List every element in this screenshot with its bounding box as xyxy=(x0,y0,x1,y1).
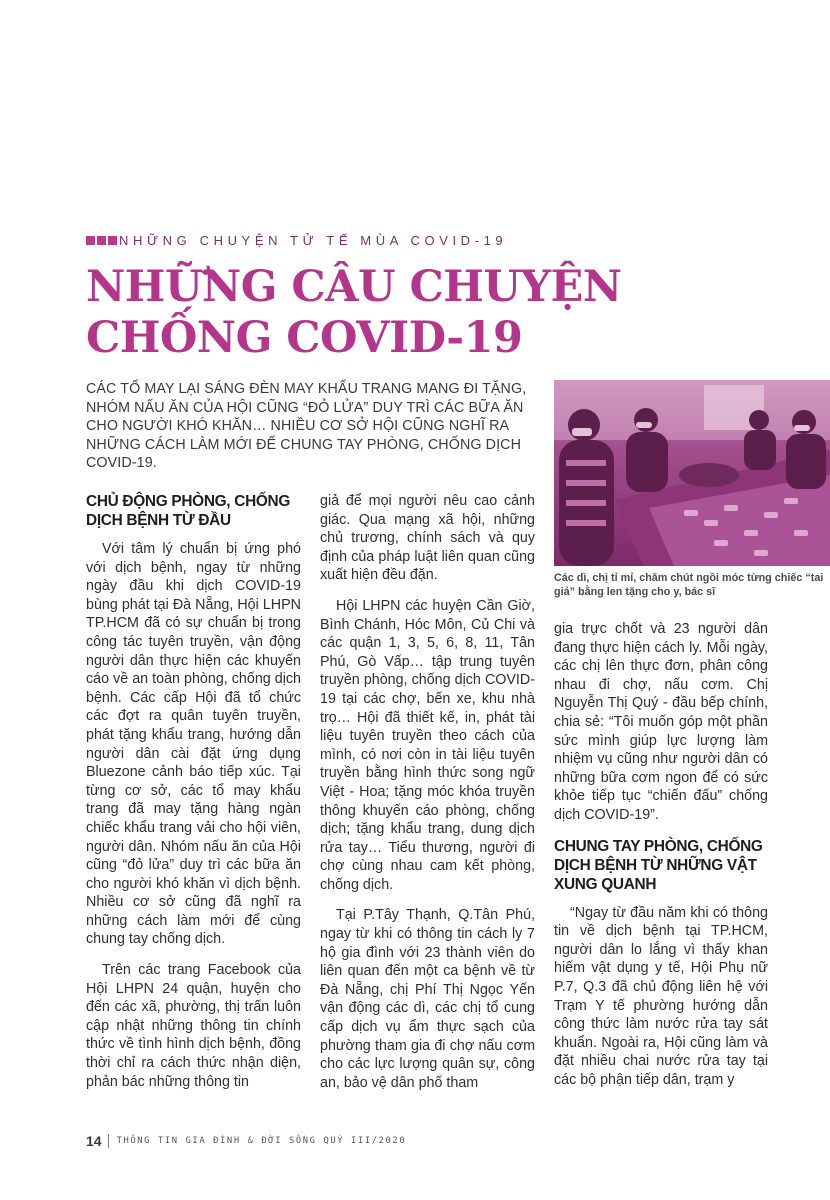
page-number: 14 xyxy=(86,1133,102,1149)
photo-illustration xyxy=(554,380,830,566)
article-photo xyxy=(554,380,830,566)
paragraph: Với tâm lý chuẩn bị ứng phó với dịch bệnh, ngay từ những ngày đầu khi dịch COVID-19 bùng phát tại Đà Nẵng, Hội LHPN TP.HCM đã có sự chuẩn bị trong công tác tuyên truyền, vận động người dân thực hiện các khuyến cáo về an toàn phòng, chống dịch bệnh. Các cấp Hội đã tổ chức các đợt ra quân tuyên truyền, phát tặng khẩu trang, hướng dẫn người dân cài đặt ứng dụng Bluezone cảnh báo tiếp xúc. Tại từng cơ sở, các tổ may khẩu trang đã may tặng hàng ngàn chiếc khẩu trang vải cho hội viên, người dân. Nhóm nấu ăn của Hội cũng “đỏ lửa” duy trì các bữa ăn cho người khó khăn vì dịch bệnh. Nhiều cơ sở cũng đã nghĩ ra những cách làm mới để cùng chung tay chống dịch. xyxy=(86,541,301,948)
paragraph: giả để mọi người nêu cao cảnh giác. Qua mạng xã hội, những chủ trương, chính sách và quy định của pháp luật liên quan cũng xuất hiện đều đặn. xyxy=(320,493,535,584)
section-heading-1: CHỦ ĐỘNG PHÒNG, CHỐNG DỊCH BỆNH TỪ ĐẦU xyxy=(86,493,291,529)
article-title-line-1: NHỮNG CÂU CHUYỆN xyxy=(86,262,622,312)
article-column-2 xyxy=(320,492,535,1104)
article-title xyxy=(86,262,726,364)
paragraph: “Ngay từ đầu năm khi có thông tin về dịch bệnh tại TP.HCM, người dân lo lắng vì thấy khan hiếm vật dụng y tế, Hội Phụ nữ P.7, Q.3 đã chủ động liên hệ với Trạm Y tế phường hướng dẫn công thức làm nước rửa tay sát khuẩn. Ngoài ra, Hội cũng làm và đặt nhiều chai nước rửa tay tại các bộ phận tiếp dân, trạm y xyxy=(554,904,768,1088)
kicker-text: NHỮNG CHUYỆN TỬ TẾ MÙA COVID-19 xyxy=(119,233,508,248)
photo-caption: Các dì, chị tỉ mỉ, chăm chút ngồi móc từng chiếc “tai giả” bằng len tặng cho y, bác sĩ xyxy=(554,572,824,598)
paragraph: Tại P.Tây Thạnh, Q.Tân Phú, ngay từ khi có thông tin cách ly 7 hộ gia đình với 23 thành viên do liên quan đến một ca bệnh về từ Đà Nẵng, chị Phí Thị Ngọc Yến vận động các dì, các chị tổ cung cấp dịch vụ ẩm thực sạch của phường tham gia đi chợ nấu cơm cho các lực lượng quân sự, công an, bảo vệ dân phố tham xyxy=(320,907,535,1091)
footer-divider xyxy=(108,1134,109,1148)
section-kicker xyxy=(86,233,507,248)
magazine-name: THÔNG TIN GIA ĐÌNH & ĐỜI SỐNG QUÝ III/2020 xyxy=(116,1136,407,1146)
article-title-line-2: CHỐNG COVID-19 xyxy=(86,313,523,363)
kicker-square-icon xyxy=(108,236,117,245)
page-footer xyxy=(86,1133,406,1149)
paragraph: gia trực chốt và 23 người dân đang thực hiện cách ly. Mỗi ngày, các chị lên thực đơn, phân công nhau đi chợ, nấu cơm. Chị Nguyễn Thị Quý - đầu bếp chính, chia sẻ: “Tôi muốn góp một phần sức mình giúp lực lượng làm nhiệm vụ cũng như người dân có những bữa cơm ngon để có sức khỏe tiếp tục “chiến đấu” chống dịch COVID-19”. xyxy=(554,621,768,823)
paragraph: Trên các trang Facebook của Hội LHPN 24 quận, huyện cho đến các xã, phường, thị trấn luôn cập nhật những thông tin chính thức về tình hình dịch bệnh, đồng thời chỉ ra cách thức nhận diện, phản bác những thông tin xyxy=(86,962,301,1090)
kicker-square-icon xyxy=(86,236,95,245)
article-lead: CÁC TỔ MAY LẠI SÁNG ĐÈN MAY KHẨU TRANG MANG ĐI TẶNG, NHÓM NẤU ĂN CỦA HỘI CŨNG “ĐỎ LỬA” DUY TRÌ CÁC BỮA ĂN CHO NGƯỜI KHÓ KHĂN… NHIỀU CƠ SỞ HỘI CŨNG NGHĨ RA NHỮNG CÁCH LÀM MỚI ĐỂ CHUNG TAY PHÒNG, CHỐNG DỊCH COVID-19. xyxy=(86,381,527,471)
paragraph: Hội LHPN các huyện Cần Giờ, Bình Chánh, Hóc Môn, Củ Chi và các quận 1, 3, 5, 6, 8, 11, Tân Phú, Gò Vấp… tập trung tuyên truyền phòng, chống dịch COVID-19 tại các chợ, bến xe, khu nhà trọ… Hội đã thiết kế, in, phát tài liệu tuyên truyền theo cách của mình, có nơi còn in tài liệu tuyên truyền bằng hình thức song ngữ Việt - Hoa; tặng móc khóa truyền thông khuyến cáo phòng, chống dịch; tặng khẩu trang, dung dịch rửa tay… Tiểu thương, người đi chợ cùng nhau cam kết phòng, chống dịch. xyxy=(320,597,535,893)
section-heading-2: CHUNG TAY PHÒNG, CHỐNG DỊCH BỆNH TỪ NHỮNG VẬT XUNG QUANH xyxy=(554,837,763,893)
article-column-3 xyxy=(554,620,768,1101)
kicker-square-icon xyxy=(97,236,106,245)
article-column-1 xyxy=(86,492,301,1103)
